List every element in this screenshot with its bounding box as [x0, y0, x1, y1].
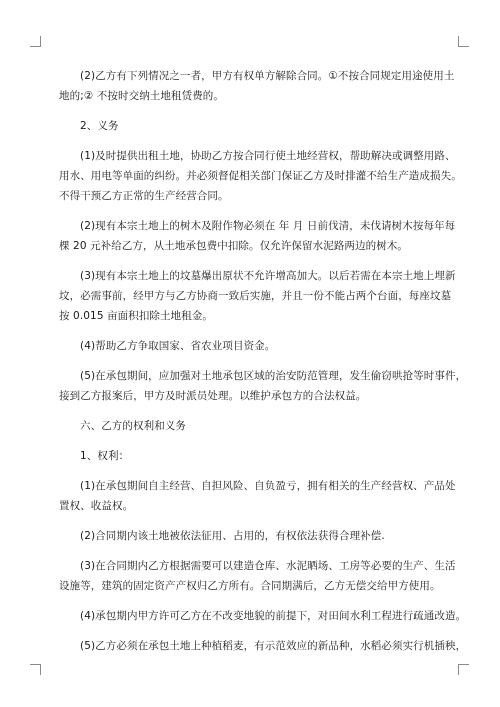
paragraph-obligation-3 — [59, 266, 456, 326]
paragraph-right-5 — [59, 636, 467, 656]
text-line: (5)乙方必须在承包土地上种植稻麦，有示范效应的新品种，水稻必须实行机插秧， — [80, 640, 467, 652]
text-line: 棵 20 元补给乙方，从土地承包费中扣除。仅允许保留水泥路两边的树木。 — [59, 240, 409, 252]
text-line: 地的;② 不按时交纳土地租赁费的。 — [59, 90, 224, 102]
paragraph-obligation-1 — [59, 146, 462, 206]
text-line: 六、乙方的权利和义务 — [80, 420, 186, 432]
heading-obligations — [59, 116, 444, 136]
text-line: 1、权利： — [80, 450, 130, 462]
paragraph-obligation-4 — [59, 336, 444, 356]
text-line: (4)承包期内甲方许可乙方在不改变地貌的前提下，对田间水利工程进行疏通改造。 — [80, 610, 467, 622]
paragraph-obligation-5 — [59, 366, 467, 406]
crop-mark-top-right — [458, 36, 469, 47]
text-line: 2、义务 — [80, 120, 119, 132]
text-line: 置权、收益权。 — [59, 500, 134, 512]
paragraph-right-3 — [59, 556, 456, 596]
text-line: 用水、用电等单面的纠纷。并必须督促相关部门保证乙方及时排灌不给生产造成损失。 — [59, 170, 462, 182]
text-line: (1)及时提供出租土地，协助乙方按合同行使土地经营权，帮助解决或调整用路、 — [80, 150, 456, 162]
crop-mark-top-left — [30, 36, 41, 47]
crop-mark-bottom-right — [458, 664, 469, 675]
text-line: (2)现有本宗土地上的树木及附作物必须在 年 月 日前伐清，未伐请树木按每年每 — [80, 220, 456, 232]
document-body — [59, 66, 467, 666]
text-line: 按 0.015 亩面积扣除土地租金。 — [59, 310, 214, 322]
paragraph-right-2 — [59, 526, 444, 546]
text-line: (5)在承包期间，应加强对土地承包区域的治安防范管理，发生偷窃哄抢等时事件， — [80, 370, 467, 382]
paragraph-right-4 — [59, 606, 467, 626]
text-line: (4)帮助乙方争取国家、省农业项目资金。 — [80, 340, 276, 352]
heading-rights — [59, 446, 444, 466]
crop-mark-bottom-left — [30, 664, 41, 675]
text-line: (1)在承包期间自主经营、自担风险、自负盈亏，拥有相关的生产经营权、产品处 — [80, 480, 456, 492]
text-line: (2)合同期内该土地被依法征用、占用的，有权依法获得合理补偿. — [80, 530, 385, 542]
text-line: (3)现有本宗土地上的坟墓爆出原状不允许增高加大。以后若需在本宗土地上埋新 — [80, 270, 456, 282]
text-line: 接到乙方报案后，甲方及时派员处理。以维护承包方的合法权益。 — [59, 390, 367, 402]
text-line: 设施等，建筑的固定资产产权归乙方所有。合同期满后，乙方无偿交给甲方使用。 — [59, 580, 441, 592]
paragraph-termination-rights — [59, 66, 455, 106]
paragraph-obligation-2 — [59, 216, 456, 256]
section-heading-party-b — [59, 416, 444, 436]
text-line: 坟，必需事前，经甲方与乙方协商一致后实施，并且一份不能占两个台面，每座坟墓 — [59, 290, 452, 302]
paragraph-right-1 — [59, 476, 456, 516]
text-line: (2)乙方有下列情况之一者，甲方有权单方解除合同。①不按合同规定用途使用土 — [80, 70, 455, 82]
text-line: 不得干预乙方正常的生产经营合同。 — [59, 190, 229, 202]
text-line: (3)在合同期内乙方根据需要可以建造仓库、水泥晒场、工房等必要的生产、生活 — [80, 560, 456, 572]
